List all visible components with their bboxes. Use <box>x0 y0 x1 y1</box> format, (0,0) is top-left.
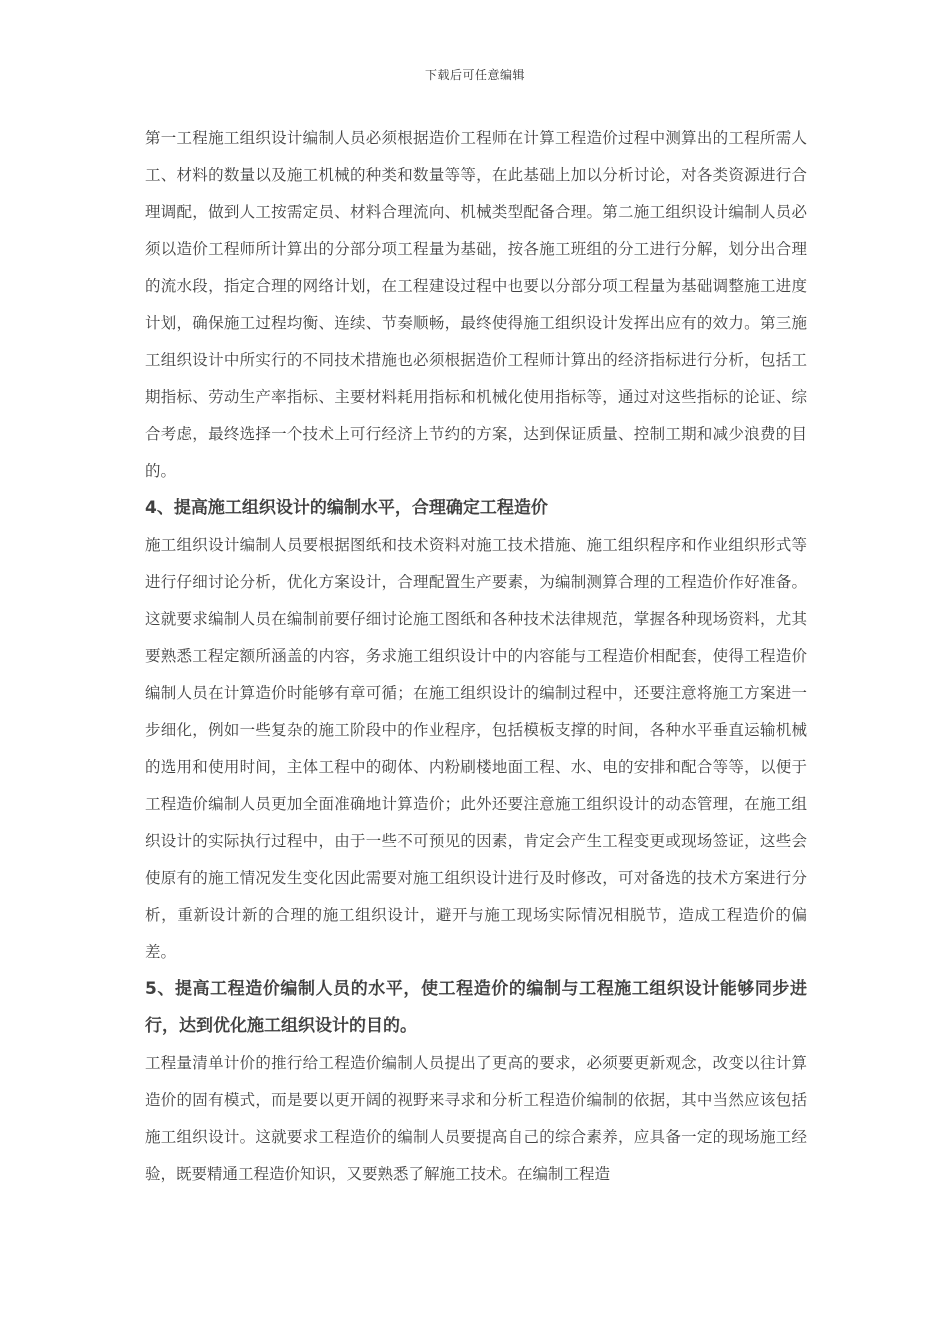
section-heading-5: 5、提高工程造价编制人员的水平，使工程造价的编制与工程施工组织设计能够同步进行，达到优化施工组织设计的目的。 <box>145 979 807 1036</box>
page-header: 下载后可任意编辑 <box>424 68 525 82</box>
paragraph-organization-design: 施工组织设计编制人员要根据图纸和技术资料对施工技术措施、施工组织程序和作业组织形式等进行仔细讨论分析，优化方案设计，合理配置生产要素，为编制测算合理的工程造价作好准备。这就要求编制人员在编制前要仔细讨论施工图纸和各种技术法律规范，掌握各种现场资料，尤其要熟悉工程定额所涵盖的内容，务求施工组织设计中的内容能与工程造价相配套，使得工程造价编制人员在计算造价时能够有章可循；在施工组织设计的编制过程中，还要注意将施工方案进一步细化，例如一些复杂的施工阶段中的作业程序，包括模板支撑的时间，各种水平垂直运输机械的选用和使用时间，主体工程中的砌体、内粉刷楼地面工程、水、电的安排和配合等等，以便于工程造价编制人员更加全面准确地计算造价；此外还要注意施工组织设计的动态管理，在施工组织设计的实际执行过程中，由于一些不可预见的因素，肯定会产生工程变更或现场签证，这些会使原有的施工情况发生变化因此需要对施工组织设计进行及时修改，可对备选的技术方案进行分析，重新设计新的合理的施工组织设计，避开与施工现场实际情况相脱节，造成工程造价的偏差。 <box>145 536 807 961</box>
document-body <box>145 120 807 1193</box>
paragraph-resource-allocation: 第一工程施工组织设计编制人员必须根据造价工程师在计算工程造价过程中测算出的工程所需人工、材料的数量以及施工机械的种类和数量等等，在此基础上加以分析讨论，对各类资源进行合理调配，做到人工按需定员、材料合理流向、机械类型配备合理。第二施工组织设计编制人员必须以造价工程师所计算出的分部分项工程量为基础，按各施工班组的分工进行分解，划分出合理的流水段，指定合理的网络计划，在工程建设过程中也要以分部分项工程量为基础调整施工进度计划，确保施工过程均衡、连续、节奏顺畅，最终使得施工组织设计发挥出应有的效力。第三施工组织设计中所实行的不同技术措施也必须根据造价工程师计算出的经济指标进行分析，包括工期指标、劳动生产率指标、主要材料耗用指标和机械化使用指标等，通过对这些指标的论证、综合考虑，最终选择一个技术上可行经济上节约的方案，达到保证质量、控制工期和减少浪费的目的。 <box>145 129 807 480</box>
paragraph-cost-engineer: 工程量清单计价的推行给工程造价编制人员提出了更高的要求，必须要更新观念，改变以往计算造价的固有模式，而是要以更开阔的视野来寻求和分析工程造价编制的依据，其中当然应该包括施工组织设计。这就要求工程造价的编制人员要提高自己的综合素养，应具备一定的现场施工经验，既要精通工程造价知识，又要熟悉了解施工技术。在编制工程造 <box>145 1054 807 1183</box>
section-heading-4: 4、提高施工组织设计的编制水平，合理确定工程造价 <box>145 498 548 518</box>
